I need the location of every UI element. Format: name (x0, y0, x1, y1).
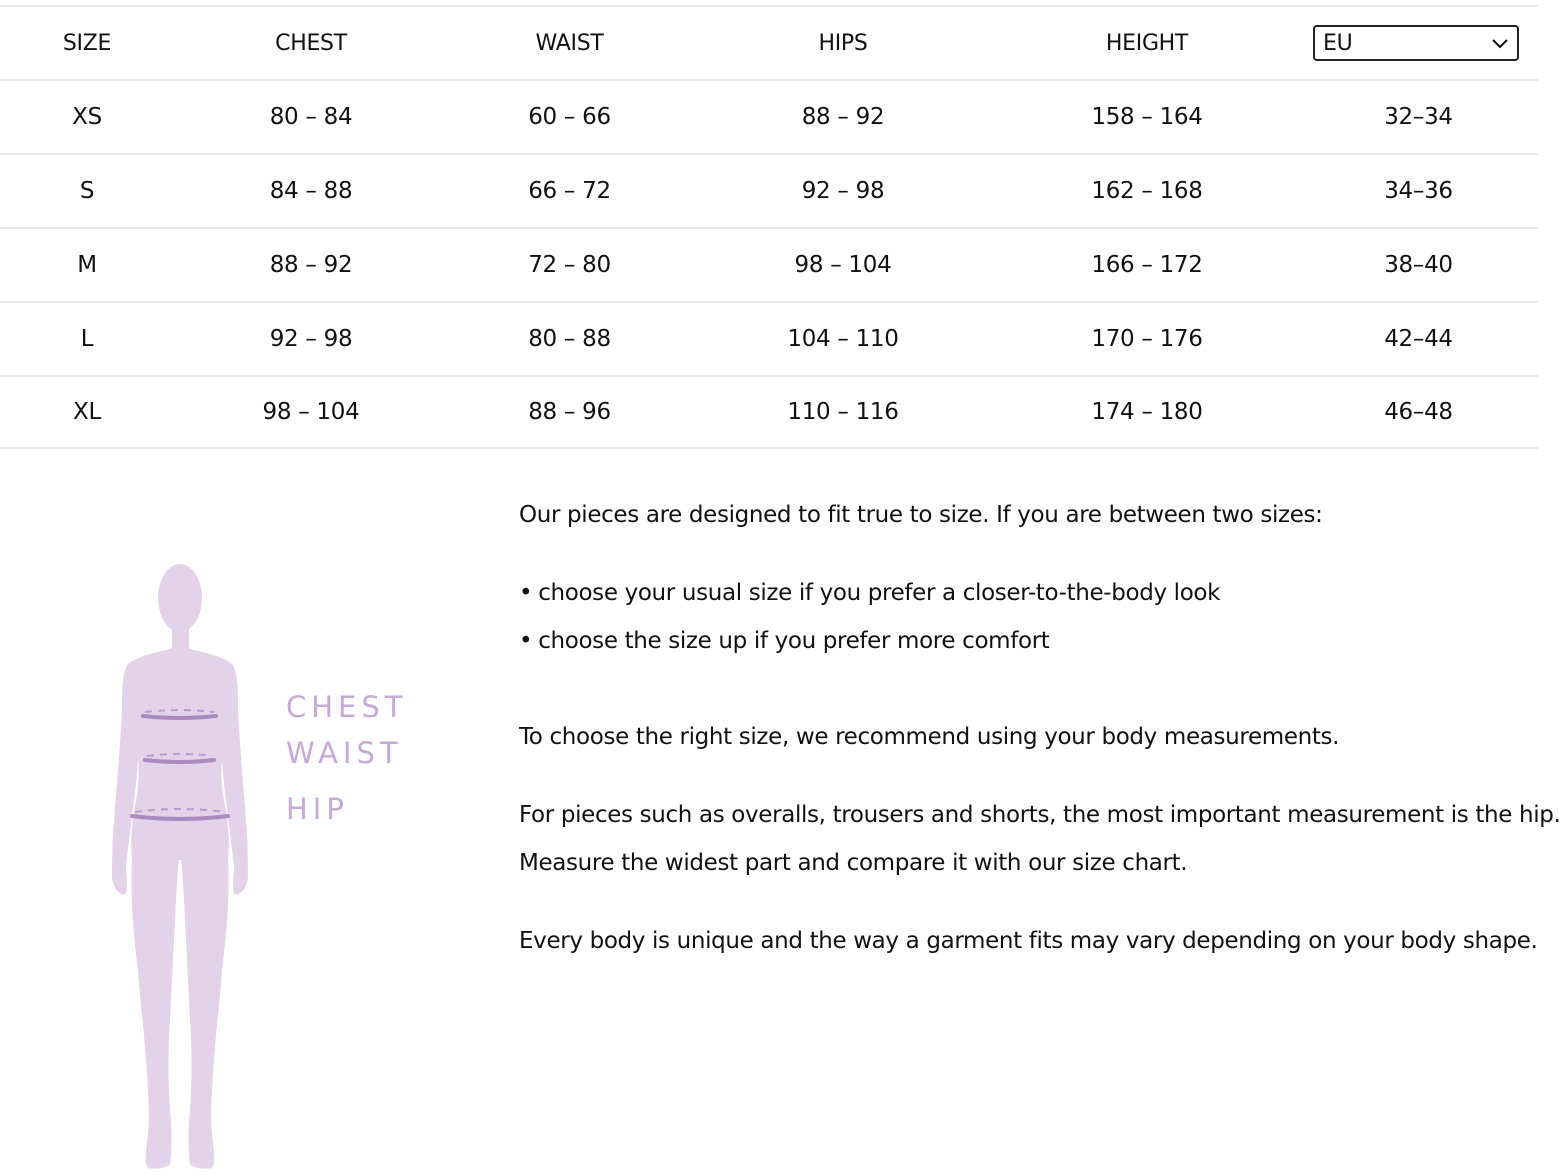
size-cell: XS (72, 104, 102, 130)
unit-select-value: EU (1323, 30, 1353, 56)
chest-cell: 84 – 88 (269, 178, 353, 204)
size-cell: L (80, 326, 94, 352)
header-size: SIZE (62, 30, 112, 56)
chest-label: CHEST (286, 690, 408, 724)
hips-cell: 104 – 110 (787, 326, 899, 352)
unit-cell (1299, 25, 1538, 61)
unit-select[interactable] (1313, 25, 1519, 61)
size-cell: M (77, 252, 97, 278)
fit-bullet: • choose the size up if you prefer more comfort (519, 623, 1539, 659)
body-figure-illustration (100, 560, 270, 1172)
hips-cell: 98 – 104 (794, 252, 892, 278)
waist-cell: 60 – 66 (528, 104, 611, 130)
table-row (0, 375, 1538, 449)
unit-size-cell: 42–44 (1384, 326, 1453, 352)
fit-advice (519, 497, 1561, 959)
waist-cell: 72 – 80 (528, 252, 611, 278)
hips-cell: 88 – 92 (801, 104, 885, 130)
height-cell: 170 – 176 (1091, 326, 1203, 352)
table-row (0, 153, 1538, 227)
size-cell: XL (73, 399, 101, 425)
hips-cell: 110 – 116 (787, 399, 899, 425)
waist-label: WAIST (286, 736, 403, 770)
chest-cell: 98 – 104 (262, 399, 360, 425)
table-row (0, 227, 1538, 301)
header-hips: HIPS (818, 30, 868, 56)
recommend-text: To choose the right size, we recommend using your body measurements. (519, 724, 1340, 750)
header-chest: CHEST (275, 30, 347, 56)
table-row (0, 79, 1538, 153)
height-cell: 166 – 172 (1091, 252, 1203, 278)
waist-cell: 66 – 72 (528, 178, 611, 204)
size-table (0, 5, 1538, 449)
table-header-row (0, 5, 1538, 79)
unit-size-cell: 32–34 (1384, 104, 1453, 130)
header-height: HEIGHT (1105, 30, 1189, 56)
chest-cell: 92 – 98 (269, 326, 353, 352)
hip-importance-text: For pieces such as overalls, trousers and shorts, the most important measurement is the hip. (519, 802, 1561, 828)
unit-size-cell: 46–48 (1384, 399, 1453, 425)
unit-size-cell: 34–36 (1384, 178, 1453, 204)
height-cell: 174 – 180 (1091, 399, 1203, 425)
header-waist: WAIST (535, 30, 604, 56)
chest-cell: 80 – 84 (269, 104, 353, 130)
size-cell: S (79, 178, 95, 204)
waist-cell: 80 – 88 (528, 326, 611, 352)
height-cell: 162 – 168 (1091, 178, 1203, 204)
unit-size-cell: 38–40 (1384, 252, 1453, 278)
hips-cell: 92 – 98 (801, 178, 885, 204)
measure-instruction-text: Measure the widest part and compare it with our size chart. (519, 850, 1188, 876)
height-cell: 158 – 164 (1091, 104, 1203, 130)
closing-text: Every body is unique and the way a garment fits may vary depending on your body shape. (519, 928, 1538, 954)
fit-bullet: • choose your usual size if you prefer a closer-to-the-body look (519, 575, 1539, 611)
table-row (0, 301, 1538, 375)
chest-cell: 88 – 92 (269, 252, 353, 278)
chevron-down-icon (1491, 37, 1509, 49)
hip-label: HIP (286, 792, 349, 826)
fit-intro: Our pieces are designed to fit true to size. If you are between two sizes: (519, 502, 1323, 528)
waist-cell: 88 – 96 (528, 399, 611, 425)
